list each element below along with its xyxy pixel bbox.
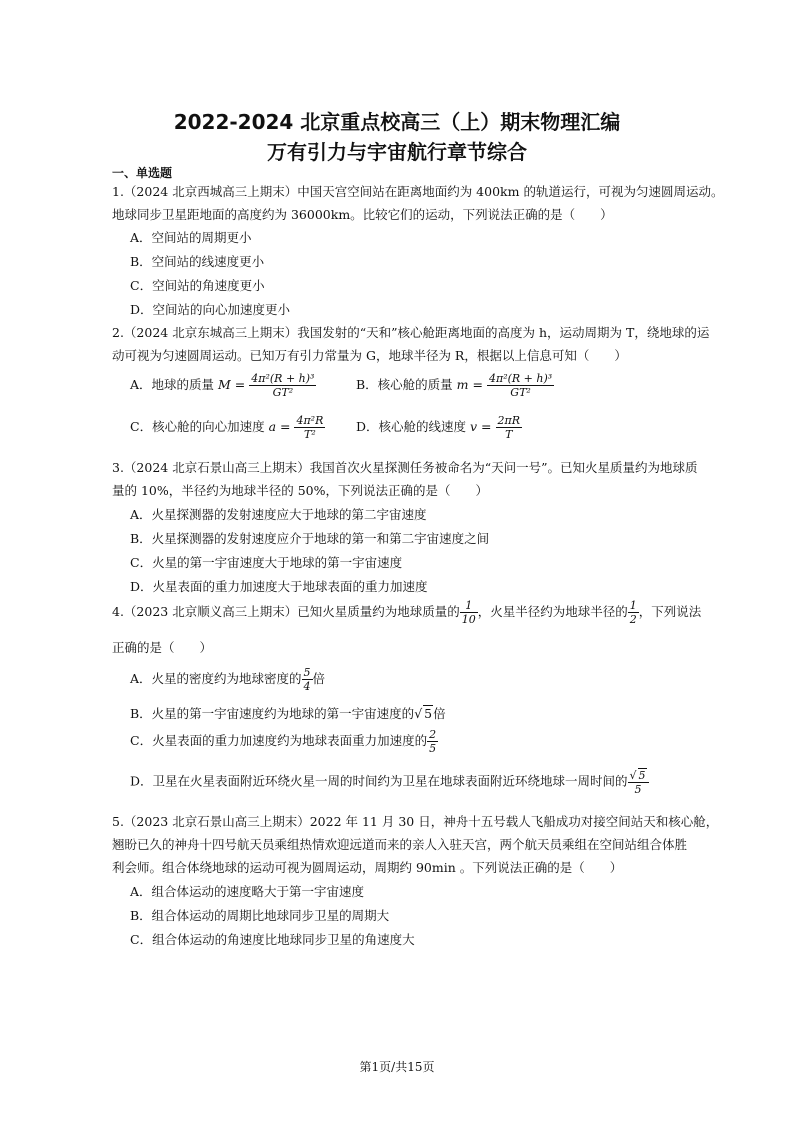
question-1-option-c: C．空间站的角速度更小 [130,278,265,293]
question-2-option-c: C．核心舱的向心加速度 a = $\frac{\text{4π²R}}{\text{T²}}$ [130,414,324,441]
question-3-line-2: 量的 10%，半径约为地球半径的 50%，下列说法正确的是（ ） [112,483,489,498]
question-2-line-2: 动可视为匀速圆周运动。已知万有引力常量为 G，地球半径为 R，根据以上信息可知（ ） [112,348,627,363]
fraction: $\frac{2}{5}$ [429,728,437,755]
question-5-line-2: 翘盼已久的神舟十四号航天员乘组热情欢迎远道而来的亲人入驻天宫，两个航天员乘组在空间站组合体胜 [112,837,688,852]
question-4-option-a: A．火星的密度约为地球密度的 $\frac{5}{4}$ 倍 [130,666,326,693]
question-1-option-d: D．空间站的向心加速度更小 [130,302,291,317]
fraction: $\frac{1}{2}$ [629,599,637,626]
fraction: $\frac{√ 5}{5}$ [628,768,649,796]
fraction: $\frac{5}{4}$ [303,666,311,693]
question-5-line-3: 利会师。组合体绕地球的运动可视为圆周运动，周期约 90min 。下列说法正确的是（ ） [112,860,623,875]
question-1-option-b: B．空间站的线速度更小 [130,254,265,269]
question-3-option-d: D．火星表面的重力加速度大于地球表面的重力加速度 [130,579,428,594]
question-4-line-1: 4.（2023 北京顺义高三上期末）已知火星质量约为地球质量的 $\frac{1}{10}$ ，火星半径约为地球半径的 $\frac{1}{2}$ ，下列说法 [112,599,702,626]
question-2-option-a: A．地球的质量 M = $\frac{\text{4π²(R + h)³}}{\text{GT²}}$ [130,372,315,399]
fraction: $\frac{2\pi R}{T}$ [497,414,521,441]
fraction: $\frac{\text{4π²R}}{\text{T²}}$ [296,414,324,441]
question-4-option-c: C．火星表面的重力加速度约为地球表面重力加速度的 $\frac{2}{5}$ [130,728,437,755]
question-2-line-1: 2.（2024 北京东城高三上期末）我国发射的“天和”核心舱距离地面的高度为 h，运动周期为 T，绕地球的运 [112,325,710,340]
question-4-option-b: B．火星的第一宇宙速度约为地球的第一宇宙速度的√ 5倍 [130,706,446,721]
question-2-option-b: B．核心舱的质量 m = $\frac{\text{4π²(R + h)³}}{\text{GT²}}$ [356,372,553,399]
sqrt-symbol: √ [414,706,423,721]
question-3-option-b: B．火星探测器的发射速度应介于地球的第一和第二宇宙速度之间 [130,531,490,546]
page-subtitle: 万有引力与宇宙航行章节综合 [267,140,527,164]
page-title: 2022-2024 北京重点校高三（上）期末物理汇编 [173,110,621,134]
fraction: $\frac{\text{4π²(R + h)³}}{\text{GT²}}$ [251,372,315,399]
question-2-option-d: D．核心舱的线速度 v = $\frac{2\pi R}{T}$ [356,414,521,441]
question-3-option-c: C．火星的第一宇宙速度大于地球的第一宇宙速度 [130,555,403,570]
page-footer: 第1页/共15页 [359,1060,435,1074]
question-5-option-c: C．组合体运动的角速度比地球同步卫星的角速度大 [130,932,415,947]
question-3-option-a: A．火星探测器的发射速度应大于地球的第二宇宙速度 [130,507,427,522]
question-5-line-1: 5.（2023 北京石景山高三上期末）2022 年 11 月 30 日，神舟十五号载人飞船成功对接空间站天和核心舱， [112,814,719,829]
fraction: $\frac{1}{10}$ [461,599,476,626]
section-heading: 一、单选题 [112,166,173,180]
question-4-line-2: 正确的是（ ） [112,640,213,655]
question-1-line-1: 1.（2024 北京西城高三上期末）中国天宫空间站在距离地面约为 400km 的轨道运行，可视为匀速圆周运动。 [112,184,724,199]
question-5-option-b: B．组合体运动的周期比地球同步卫星的周期大 [130,908,390,923]
question-4-option-d: D．卫星在火星表面附近环绕火星一周的时间约为卫星在地球表面附近环绕地球一周时间的 $\frac{√ 5}{5}$ [130,768,649,796]
fraction: $\frac{\text{4π²(R + h)³}}{\text{GT²}}$ [488,372,553,399]
question-1-line-2: 地球同步卫星距地面的高度约为 36000km。比较它们的运动，下列说法正确的是（ ） [112,207,613,222]
question-1-option-a: A．空间站的周期更小 [130,230,252,245]
question-3-line-1: 3.（2024 北京石景山高三上期末）我国首次火星探测任务被命名为“天问一号”。已知火星质量约为地球质 [112,460,698,475]
question-5-option-a: A．组合体运动的速度略大于第一宇宙速度 [130,884,365,899]
